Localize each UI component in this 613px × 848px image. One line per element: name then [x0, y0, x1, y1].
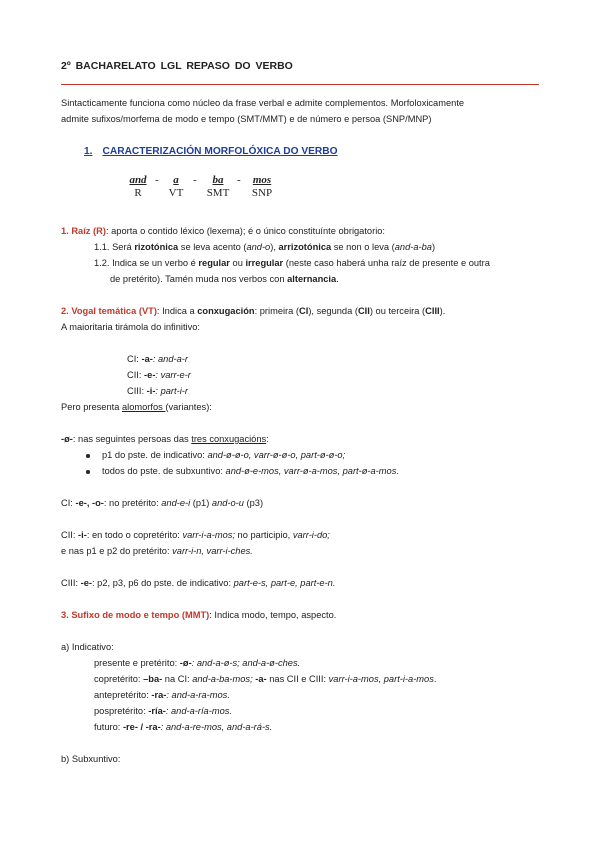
sufixo-label: 3. Sufixo de modo e tempo (MMT): [61, 610, 210, 620]
conj-ci-b: -a-: [141, 354, 153, 364]
intro-line-1: Sintacticamente funciona como núcleo da frase verbal e admite complementos. Morfoloxicamente: [61, 98, 465, 108]
formula-snp-top: mos: [252, 174, 272, 186]
ciii-d: part-e-s, part-e, part-e-n.: [233, 578, 336, 588]
ind-f-a: futuro:: [94, 722, 123, 732]
section-1-heading: [84, 145, 338, 158]
vogal-t9: ).: [439, 306, 446, 316]
conj-ciii-c: : part-i-r: [155, 386, 188, 396]
bullet-1-b: and-ø-ø-o, varr-ø-ø-o, part-ø-ø-o;: [207, 450, 346, 460]
raiz-1-2-b: regular: [198, 258, 230, 268]
ci-preterito-line: [61, 497, 263, 510]
vogal-t4: CI: [299, 306, 309, 316]
conj-ci: [127, 353, 188, 366]
raiz-line: [61, 225, 385, 238]
formula-root-top: and: [129, 174, 147, 186]
raiz-1-2-c: ou: [229, 258, 246, 268]
conj-ciii: [127, 385, 188, 398]
raiz-1-2-a: 1.2. Indica se un verbo é: [94, 258, 199, 268]
conj-ci-a: CI:: [127, 354, 142, 364]
zero-b: : nas seguintes persoas das: [72, 434, 192, 444]
ci-f: and-o-u: [211, 498, 244, 508]
bullet-dot: [86, 454, 90, 458]
raiz-1-1-f: arrizotónica: [278, 242, 332, 252]
ind-cp-f: -a-: [255, 674, 267, 684]
conj-cii-c: : varr-e-r: [155, 370, 191, 380]
vogal-infinitive-line: A maioritaria tirámola do infinitivo:: [61, 322, 200, 332]
ind-cp-b: –ba-: [143, 674, 163, 684]
raiz-1-1-h: and-a-ba: [394, 242, 432, 252]
cii-f: varr-i-do;: [292, 530, 330, 540]
vogal-label: 2. Vogal temática (VT): [61, 306, 157, 316]
ci-a: CI:: [61, 498, 76, 508]
raiz-text: : aporta o contido léxico (lexema); é o único constituínte obrigatorio:: [105, 226, 386, 236]
ind-pp-b: -ría-: [148, 706, 166, 716]
ci-g: (p3): [243, 498, 264, 508]
raiz-1-1-c: se leva acento (: [178, 242, 247, 252]
sufixo-line: [61, 609, 336, 622]
indicativo-heading: a) Indicativo:: [61, 642, 114, 652]
formula-smt-bottom: SMT: [206, 187, 230, 199]
formula-smt: [204, 174, 232, 200]
conj-ci-c: : and-a-r: [152, 354, 188, 364]
cii2-b: varr-i-n, varr-i-ches.: [172, 546, 253, 556]
alomorfos-line: [61, 401, 212, 414]
vogal-t1: : Indica a: [156, 306, 198, 316]
vogal-t8: CIII: [425, 306, 440, 316]
raiz-1-1-e: ),: [270, 242, 279, 252]
ind-ap-a: antepretérito:: [94, 690, 152, 700]
raiz-1-1-g: se non o leva (: [331, 242, 395, 252]
vogal-t3: : primeira (: [254, 306, 300, 316]
alo-a: Pero presenta: [61, 402, 122, 412]
bullet-2-c: .: [396, 466, 399, 476]
bullet-item-1: [86, 449, 345, 462]
cii2-a: e nas p1 e p2 do pretérito:: [61, 546, 173, 556]
ind-pp-a: pospretérito:: [94, 706, 149, 716]
raiz-item-1-2-cont: [110, 273, 339, 286]
ci-d: and-e-i: [161, 498, 191, 508]
cii-preterito-line: [61, 545, 253, 558]
ciii-line: [61, 577, 335, 590]
ind-p-c: : and-a-ø-s; and-a-ø-ches.: [191, 658, 301, 668]
ind-presente: [94, 657, 300, 670]
intro-line-2: admite sufixos/morfema de modo e tempo (SMT/MMT) e de número e persoa (SNP/MNP): [61, 114, 432, 124]
bullet-dot: [86, 470, 90, 474]
zero-d: :: [266, 434, 269, 444]
ind-futuro: [94, 721, 272, 734]
ciii-b: -e-: [80, 578, 93, 588]
raiz-1-1-i: ): [431, 242, 436, 252]
raiz-1-1-d: and-o: [246, 242, 271, 252]
ind-p-a: presente e pretérito:: [94, 658, 180, 668]
raiz-1-3-a: de pretérito). Tamén muda nos verbos con: [110, 274, 288, 284]
zero-line: [61, 433, 269, 446]
ciii-c: : p2, p3, p6 do pste. de indicativo:: [92, 578, 234, 588]
ciii-a: CIII:: [61, 578, 81, 588]
alo-b: alomorfos: [121, 402, 166, 412]
formula-snp: [248, 174, 276, 200]
raiz-1-3-b: alternancia: [287, 274, 337, 284]
ci-c: : no pretérito:: [103, 498, 162, 508]
ind-pp-c: : and-a-ría-mos.: [165, 706, 232, 716]
ind-cp-i: .: [433, 674, 437, 684]
title-rule: [61, 84, 539, 85]
section-1-number: 1.: [84, 146, 93, 157]
raiz-1-1-b: rizotónica: [134, 242, 179, 252]
formula-vowel-top: a: [173, 174, 179, 186]
formula-dash-3: -: [237, 174, 241, 186]
ci-b: -e-, -o-: [75, 498, 104, 508]
ind-p-b: -ø-: [179, 658, 192, 668]
ind-cp-g: nas CII e CIII:: [266, 674, 329, 684]
raiz-1-2-d: irregular: [245, 258, 284, 268]
ind-cp-h: varr-i-a-mos, part-i-a-mos: [328, 674, 434, 684]
cii-copreterito-line: [61, 529, 330, 542]
document-title: 2º BACHARELATO LGL REPASO DO VERBO: [61, 60, 293, 72]
ind-copreterito: [94, 673, 436, 686]
formula-root: [125, 174, 151, 200]
formula-snp-bottom: SNP: [251, 187, 273, 199]
cii-d: varr-i-a-mos;: [182, 530, 235, 540]
ind-cp-d: and-a-ba-mos;: [192, 674, 253, 684]
conj-ciii-b: -i-: [146, 386, 156, 396]
cii-e: no participio,: [234, 530, 293, 540]
formula-dash-2: -: [193, 174, 197, 186]
ind-f-b: -re- / -ra-: [122, 722, 161, 732]
alo-c: (variantes):: [165, 402, 212, 412]
ind-pospreterito: [94, 705, 232, 718]
ind-antepreterito: [94, 689, 230, 702]
ci-e: (p1): [190, 498, 212, 508]
conj-cii: [127, 369, 191, 382]
bullet-item-2: [86, 465, 399, 478]
vogal-t7: ) ou terceira (: [369, 306, 426, 316]
raiz-item-1-1: [94, 241, 435, 254]
ind-f-c: : and-a-re-mos, and-a-rá-s.: [160, 722, 273, 732]
formula-root-bottom: R: [134, 187, 142, 199]
raiz-item-1-2: [94, 257, 490, 270]
vogal-t2: conxugación: [197, 306, 255, 316]
cii-a: CII:: [61, 530, 79, 540]
raiz-label: 1. Raíz (R): [61, 226, 106, 236]
cii-b: -i-: [78, 530, 87, 540]
bullet-1-a: p1 do pste. de indicativo:: [102, 450, 208, 460]
raiz-1-2-e: (neste caso haberá unha raíz de presente e outra: [283, 258, 490, 268]
formula-dash-1: -: [155, 174, 159, 186]
conj-ciii-a: CIII:: [127, 386, 147, 396]
zero-a: -ø-: [61, 434, 73, 444]
subxuntivo-heading: b) Subxuntivo:: [61, 754, 121, 764]
formula-vowel-bottom: VT: [168, 187, 184, 199]
zero-c: tres conxugacións: [191, 434, 267, 444]
formula-smt-top: ba: [212, 174, 224, 186]
conj-cii-b: -e-: [144, 370, 156, 380]
raiz-1-1-a: 1.1. Será: [94, 242, 135, 252]
ind-cp-a: copretérito:: [94, 674, 144, 684]
bullet-2-b: and-ø-e-mos, varr-ø-a-mos, part-ø-a-mos: [225, 466, 397, 476]
ind-ap-c: : and-a-ra-mos.: [166, 690, 230, 700]
section-1-title: CARACTERIZACIÓN MORFOLÓXICA DO VERBO: [102, 146, 338, 157]
vogal-line: [61, 305, 445, 318]
vogal-t5: ), segunda (: [308, 306, 358, 316]
sufixo-text: : Indica modo, tempo, aspecto.: [209, 610, 337, 620]
ind-cp-c: na CI:: [162, 674, 193, 684]
formula-vowel: [165, 174, 187, 200]
conj-cii-a: CII:: [127, 370, 145, 380]
raiz-1-3-c: .: [336, 274, 339, 284]
vogal-t6: CII: [357, 306, 370, 316]
bullet-2-a: todos do pste. de subxuntivo:: [102, 466, 226, 476]
cii-c: : en todo o copretérito:: [86, 530, 183, 540]
ind-ap-b: -ra-: [151, 690, 167, 700]
